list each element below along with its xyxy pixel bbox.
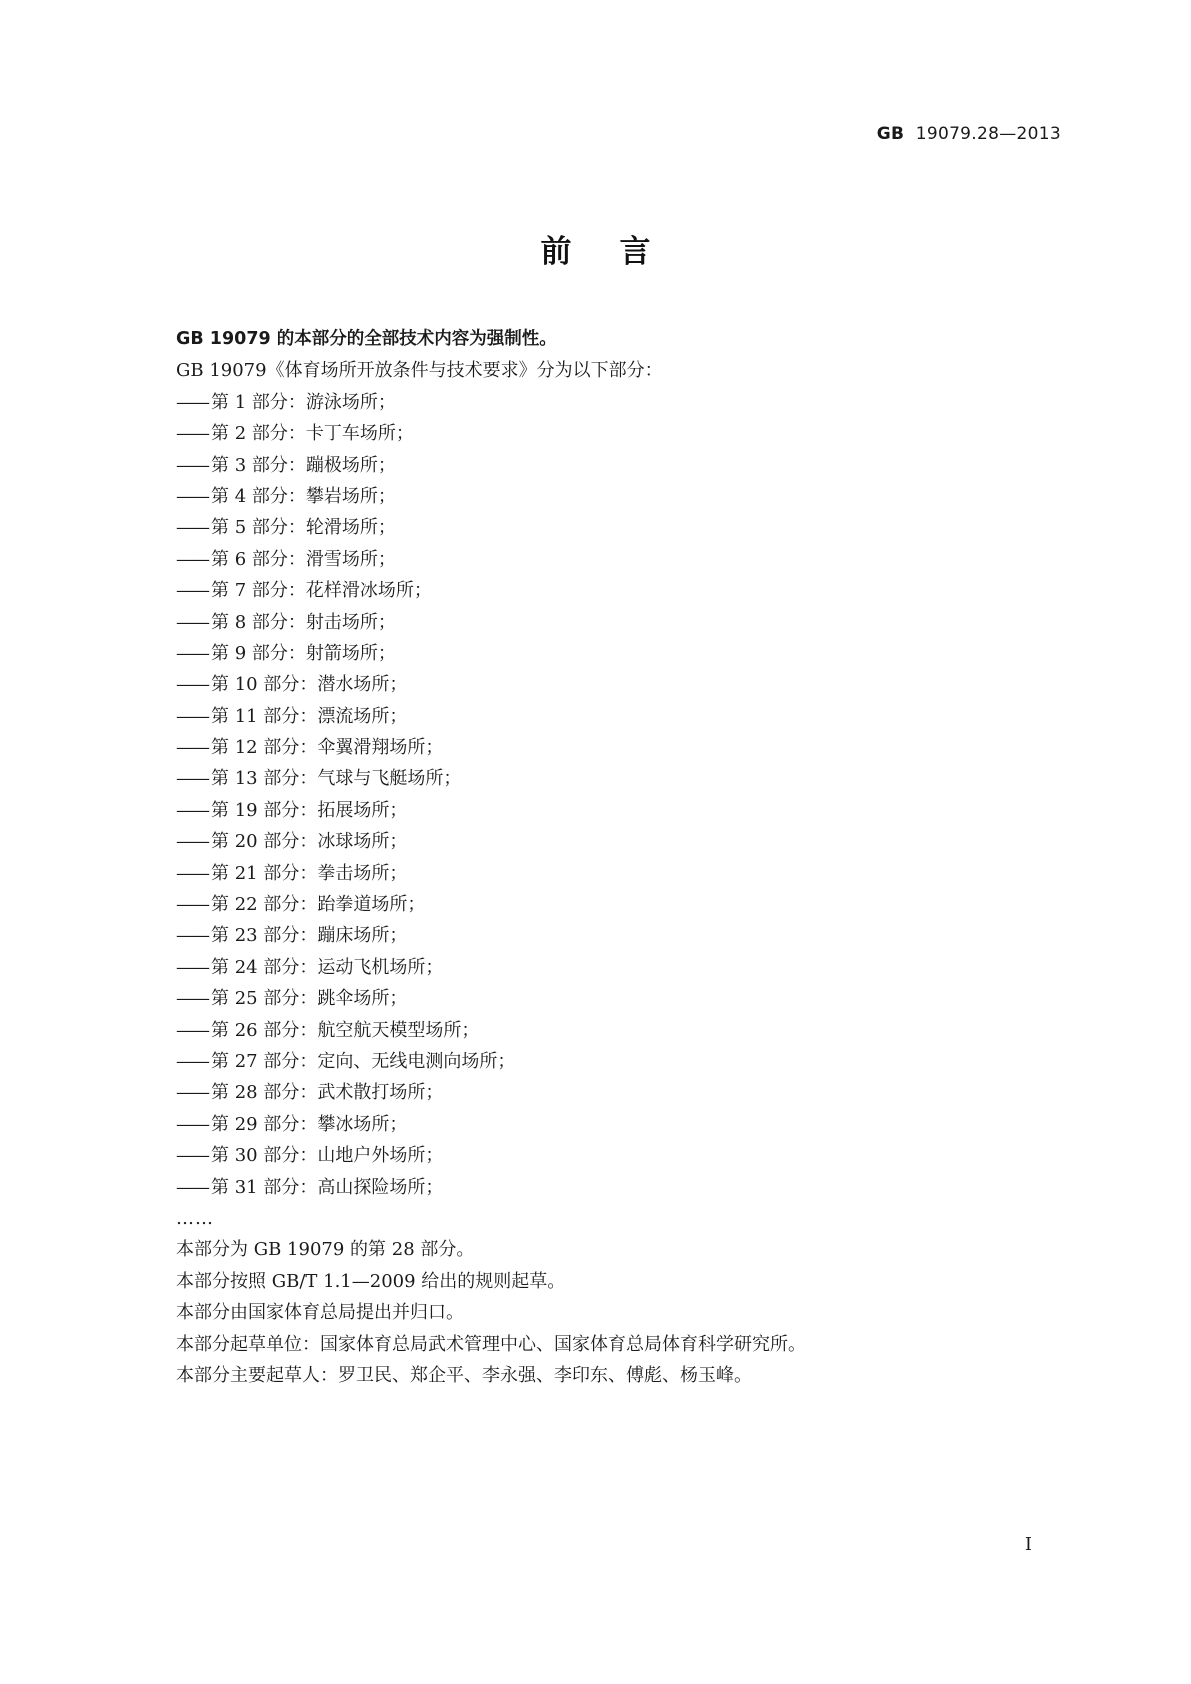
list-item	[176, 481, 1076, 512]
list-item	[176, 763, 1076, 794]
list-item	[176, 387, 1076, 418]
list-item	[176, 858, 1076, 889]
list-item	[176, 701, 1076, 732]
part-text: 第 31 部分：高山探险场所；	[211, 1176, 444, 1198]
dash-mark: ——	[176, 799, 208, 821]
part-text: 第 2 部分：卡丁车场所；	[211, 423, 414, 445]
part-text: 第 7 部分：花样滑冰场所；	[211, 580, 432, 602]
list-item	[176, 1046, 1076, 1077]
dash-mark: ——	[176, 391, 208, 413]
dash-mark: ——	[176, 454, 208, 476]
list-item	[176, 607, 1076, 638]
dash-mark: ——	[176, 768, 208, 790]
dash-mark: ——	[176, 956, 208, 978]
list-item	[176, 983, 1076, 1014]
part-text: 第 28 部分：武术散打场所；	[211, 1082, 444, 1104]
page-number: I	[1024, 1534, 1032, 1555]
dash-mark: ——	[176, 862, 208, 884]
part-text: 第 23 部分：蹦床场所；	[211, 925, 408, 947]
dash-mark: ——	[176, 548, 208, 570]
list-item	[176, 1077, 1076, 1108]
part-text: 第 19 部分：拓展场所；	[211, 799, 408, 821]
closing-statement-drafting-rules: 本部分按照 GB/T 1.1—2009 给出的规则起草。	[176, 1270, 566, 1292]
list-item	[176, 575, 1076, 606]
list-item	[176, 512, 1076, 543]
part-text: 第 21 部分：拳击场所；	[211, 862, 408, 884]
list-item	[176, 1015, 1076, 1046]
list-item	[176, 1140, 1076, 1171]
closing-statement-part-number: 本部分为 GB 19079 的第 28 部分。	[176, 1239, 475, 1261]
dash-mark: ——	[176, 1176, 208, 1198]
dash-mark: ——	[176, 642, 208, 664]
list-item	[176, 952, 1076, 983]
list-item	[176, 889, 1076, 920]
part-text: 第 3 部分：蹦极场所；	[211, 454, 396, 476]
list-item	[176, 544, 1076, 575]
dash-mark: ——	[176, 485, 208, 507]
part-text: 第 25 部分：跳伞场所；	[211, 988, 408, 1010]
page-title: 前言	[540, 234, 699, 270]
part-text: 第 12 部分：伞翼滑翔场所；	[211, 737, 444, 759]
part-text: 第 5 部分：轮滑场所；	[211, 517, 396, 539]
dash-mark: ——	[176, 737, 208, 759]
dash-mark: ——	[176, 925, 208, 947]
dash-mark: ——	[176, 1145, 208, 1167]
dash-mark: ——	[176, 611, 208, 633]
list-item	[176, 732, 1076, 763]
part-text: 第 20 部分：冰球场所；	[211, 831, 408, 853]
list-item	[176, 1109, 1076, 1140]
dash-mark: ——	[176, 988, 208, 1010]
dash-mark: ——	[176, 894, 208, 916]
list-item	[176, 826, 1076, 857]
standard-prefix: GB	[876, 124, 905, 144]
dash-mark: ——	[176, 831, 208, 853]
part-text: 第 8 部分：射击场所；	[211, 611, 396, 633]
list-item	[176, 1172, 1076, 1203]
list-item	[176, 418, 1076, 449]
dash-mark: ——	[176, 705, 208, 727]
dash-mark: ——	[176, 1113, 208, 1135]
list-item	[176, 638, 1076, 669]
dash-mark: ——	[176, 580, 208, 602]
list-item	[176, 795, 1076, 826]
part-text: 第 30 部分：山地户外场所；	[211, 1145, 444, 1167]
standard-number	[877, 124, 1061, 144]
foreword-body	[176, 324, 1076, 1391]
dash-mark: ——	[176, 1050, 208, 1072]
dash-mark: ——	[176, 423, 208, 445]
part-text: 第 29 部分：攀冰场所；	[211, 1113, 408, 1135]
dash-mark: ——	[176, 517, 208, 539]
list-item	[176, 920, 1076, 951]
ellipsis: ……	[176, 1207, 214, 1229]
part-text: 第 9 部分：射箭场所；	[211, 642, 396, 664]
list-item	[176, 450, 1076, 481]
dash-mark: ——	[176, 1019, 208, 1041]
part-text: 第 1 部分：游泳场所；	[211, 391, 396, 413]
part-text: 第 27 部分：定向、无线电测向场所；	[211, 1050, 516, 1072]
list-item	[176, 669, 1076, 700]
part-text: 第 11 部分：漂流场所；	[211, 705, 408, 727]
part-text: 第 22 部分：跆拳道场所；	[211, 894, 426, 916]
part-text: 第 10 部分：潜水场所；	[211, 674, 408, 696]
part-text: 第 24 部分：运动飞机场所；	[211, 956, 444, 978]
dash-mark: ——	[176, 1082, 208, 1104]
parts-intro: GB 19079《体育场所开放条件与技术要求》分为以下部分：	[176, 360, 663, 382]
closing-statement-drafting-units: 本部分起草单位：国家体育总局武术管理中心、国家体育总局体育科学研究所。	[176, 1333, 806, 1355]
closing-statement-proposer: 本部分由国家体育总局提出并归口。	[176, 1302, 464, 1324]
part-text: 第 26 部分：航空航天模型场所；	[211, 1019, 480, 1041]
closing-statement-drafters: 本部分主要起草人：罗卫民、郑企平、李永强、李印东、傅彪、杨玉峰。	[176, 1364, 752, 1386]
standard-code: 19079.28—2013	[915, 124, 1061, 144]
part-text: 第 4 部分：攀岩场所；	[211, 485, 396, 507]
dash-mark: ——	[176, 674, 208, 696]
mandatory-statement: GB 19079 的本部分的全部技术内容为强制性。	[176, 329, 557, 349]
part-text: 第 13 部分：气球与飞艇场所；	[211, 768, 462, 790]
part-text: 第 6 部分：滑雪场所；	[211, 548, 396, 570]
